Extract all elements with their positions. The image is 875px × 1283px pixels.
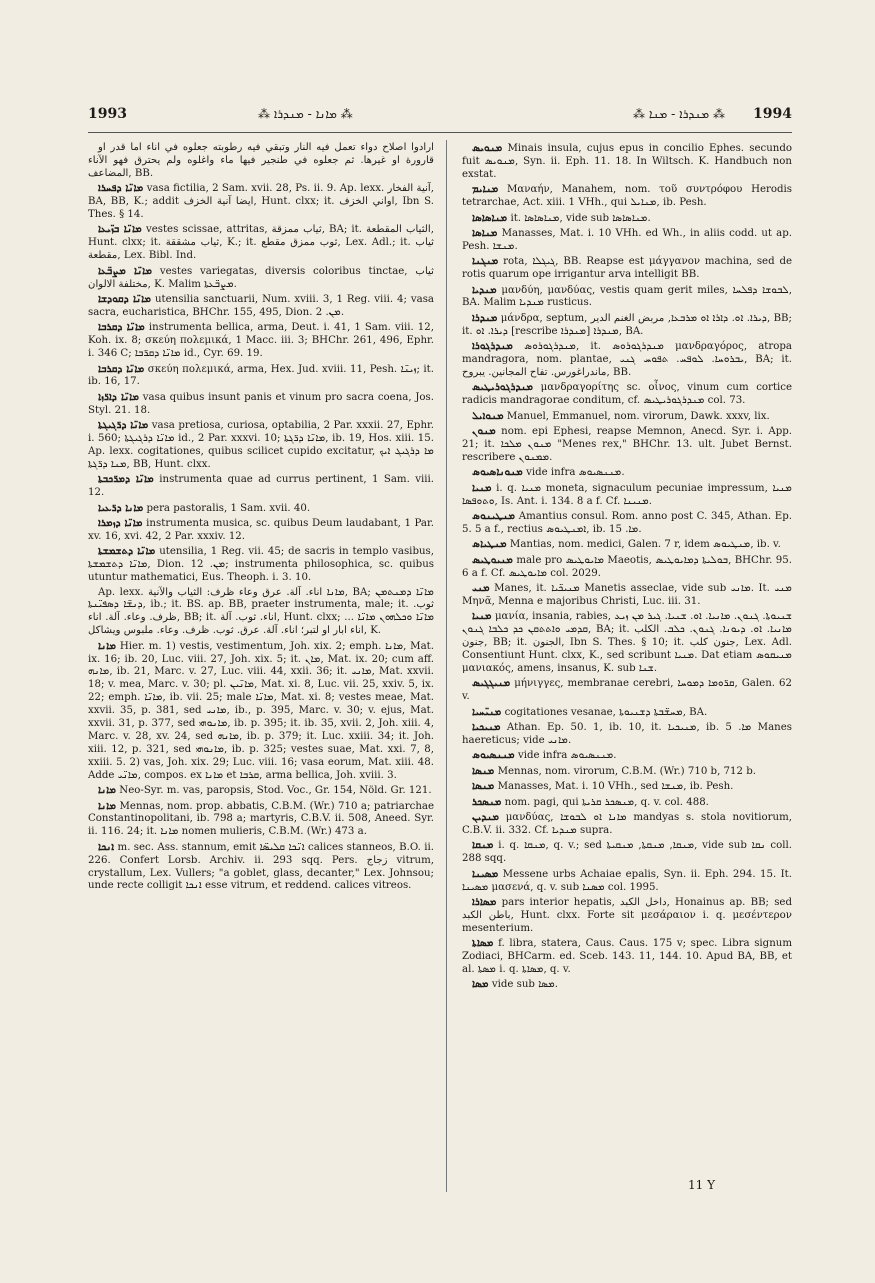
entry-lemma: ܡܐܢ̈ܐ ܒܙ̈ܝܥܐ — [98, 223, 142, 236]
entry-text: Manes, it. ܡܢܝܟ̈ܝܐ Manetis asseclae, vide sub ܡܐܢܝ. It. ܡܢܝ Μηνᾶ, Menna e majoribus Christi, Luc. iii. 31. — [462, 583, 792, 607]
entry-lemma: ܡܢܐܣܐܣܐ — [472, 211, 508, 224]
entry-text: Minais insula, cujus epus in concilio Ephes. secundo fuit ܡܢܘܝܣ, Syn. ii. Eph. 11. 18. In Wiltsch. K. Handbuch non exstat. — [462, 143, 792, 180]
entry-text: Ap. lexx. ܡܐܢܐ اناء. آلة. عرق وعاء ظرف: الثياب والآنية, BA; ܡܐܢ̈ܐ ܕܡܢܬܡܢ ܕܢܫ̈ܐ ܕܣܦܝ̈ܢܬܐ, ib.; it. BS. ap. BB, praeter instrumenta, male; it. ثوب. ظرف. وعاء. آلة. اناء, BB; it. اناء. ثوب. آلة, Hunt. clxx; ܡܐܢ̈ܐ ܘܟܠܗܘܢ ܡܐܢ̈ܐ ... اناء ابار او لتبر؛ اناء. آلة. عرق. ثوب. ظرف. وعاء. ملبوس ويشاكل, K. — [88, 586, 434, 637]
left-column — [88, 142, 434, 1172]
entry-lemma: ܡܢܣܟܪ — [472, 795, 502, 808]
entry-text: cogitationes vesanae, ܡܚܫ̈ܒܬܐ ܕܫܢܝܘܬܐ, BA. — [504, 706, 708, 718]
entry-lemma: ܡܢܕܪܓܘܪܐ — [472, 340, 513, 353]
dictionary-entry — [88, 182, 434, 222]
dictionary-entry — [88, 293, 434, 320]
dictionary-entry — [462, 721, 792, 748]
entry-lemma: ܡܐܢ̈ܐ ܕܦܚܪܐ — [98, 182, 144, 195]
entry-text: Neo-Syr. m. vas, paropsis, Stod. Voc., Gr. 154, Nöld. Gr. 121. — [119, 785, 432, 797]
entry-text: vide infra ܡܢܢܣܝܘܣ. — [517, 750, 617, 762]
entry-text: Hier. m. 1) vestis, vestimentum, Joh. xix. 2; emph. ܡܐܢܐ, Mat. ix. 16; ib. 20, Luc. viii. 27, Joh. xix. 5; it. ܡܐܢ, Mat. ix. 20; cum aff. ܡܐܢܗ, ib. 21, Marc. v. 27, Luc. viii. 44, xxii. 36; it. ܡܐܢܝ, Mat. xxvii. 18; v. mea, Marc. v. 30; pl. ܡܐܢ̈ܝܢ, Mat. xi. 8, Luc. vii. 25, xxiv. 5, ix. 22; emph. ܡܐܢ̈ܐ, ib. vii. 25; male ܡܐܢ̈ܐ, Mat. xi. 8; vestes meae, Mat. xxvii. 35, p. 381, sed ܡܐܢܝ, ib., p. 395, Marc. v. 30; v. ejus, Mat. xxvii. 31, p. 377, sed ܡܐܢܘܗܝ, ib. p. 395; it. ib. 35, xvii. 2, Joh. xiii. 4, Marc. v. 28, xv. 24, sed ܡܐܢܗ, ib. p. 379; it. Luc. xxiii. 34; it. Joh. xiii. 12, p. 321, sed ܡܐܢܘܗܝ, ib. p. 325; vestes suae, Mat. xxi. 7, 8, xxiii. 5. 2) vas, Joh. xix. 29; Luc. viii. 16; vasa eorum, Mat. xiii. 48. Adde ܡܐܢ̈ܝ, compos. ex ܡܐܢܐ et ܩܪܒܐ, arma bellica, Joh. xviii. 3. — [88, 640, 434, 781]
dictionary-entry — [462, 582, 792, 609]
dictionary-entry — [462, 610, 792, 676]
dictionary-entry — [462, 312, 792, 339]
entry-text: male pro ܡܐܝܘܛܝܣ Maeotis, ܒܘܠܝܬܐ ܕܡܐܝܘܛܝܣ, BHChr. 95. 6 a f. Cf. ܡܐܝܘܛܝܣ col. 2029. — [462, 554, 792, 579]
entry-lemma: ܡܢܛܝܢܘܣ — [472, 510, 516, 523]
entry-lemma: ܡܣܝܢܐ — [472, 867, 499, 880]
dictionary-entry — [462, 183, 792, 210]
entry-text: vasa quibus insunt panis et vinum pro sacra coena, Jos. Styl. 21. 18. — [88, 391, 434, 416]
entry-lemma: ܡܐܢܐ — [98, 639, 117, 652]
entry-text: μάνδρα, septum, ܕܝܪܐ. ܐܘ. ܕܐܪܐ ܐܘ ܡܪܒܥܐ, مربض الغنم الدير, BB; it. ܕܝܪܐ. ܐܘ [rescribe ܡܢܕܪܐ] ܡܢܕܪܐ, BA. — [462, 312, 792, 337]
entry-lemma: ܡܐܢ̈ܐ ܕܩܪܒܐ — [98, 321, 145, 334]
dictionary-entry — [462, 410, 792, 424]
entry-lemma: ܡܢܝܘܛܝܣ — [472, 553, 513, 566]
entry-text: Manasses, Mat. i. 10 VHh. ed Wh., in aliis codd. ut ap. Pesh. ܡܢܫܐ. — [462, 227, 792, 252]
dictionary-entry — [88, 391, 434, 418]
dictionary-entry — [88, 784, 434, 798]
entry-lemma: ܡܢܣܐ — [472, 764, 495, 777]
dictionary-entry — [462, 896, 792, 936]
dictionary-entry — [462, 978, 792, 992]
entry-text: it. ܡܢܐܣܐܣܐ, vide sub ܡܢܐܣܐܣܐ. — [510, 212, 651, 224]
dictionary-entry — [462, 227, 792, 254]
entry-text: pera pastoralis, 1 Sam. xvii. 40. — [146, 502, 311, 514]
entry-text: m. sec. Ass. stannum, emit ܐܢ̈ܟܐ ܩܠܝܣ̈ܐ calices stanneos, B.O. ii. 226. Confert Lorsb. Archiv. ii. 293 sqq. Pers. زجاج vitrum, crystallum, Lex. Vullers; "a goblet, glass, decanter," Lex. Johnsou; unde recte colligit ܐܢܟܐ esse vitrum, et reddend. calices vitreos. — [88, 841, 434, 892]
page-header — [88, 104, 792, 128]
entry-lemma: ܡܐܢ̈ܐ ܕܪ̈ܓܝܓܬܐ — [98, 419, 149, 432]
dictionary-entry — [462, 482, 792, 509]
entry-text: μήνιγγες, membranae cerebri, ܩܪ̈ܘܡܐ ܕܡܘܚܐ, Galen. 62 v. — [462, 678, 792, 703]
page-number-left: 1993 — [88, 106, 127, 122]
entry-text: instrumenta quae ad currus pertinent, 1 Sam. viii. 12. — [88, 474, 434, 499]
entry-text: ܡܢܕܪܓܘܪܘܣ, it. ܡܢܕܪܓܘܪܘܣ μανδραγόρος, atropa mandragora, nom. plantae, ܝܒܪܘܚܐ. ܠܘܦܚ. ܬܦܘܚ ܓܢܝ, BA; it. ماندراغورس. تفاح المجانين. يبروح, BB. — [462, 341, 792, 378]
entry-lemma: ܡܢܩܐ — [472, 839, 494, 852]
entry-lemma: ܡܢܝ — [472, 582, 490, 595]
entry-text: Mantias, nom. medici, Galen. 7 r, idem ܡܢܛܝܘܣ, ib. v. — [509, 539, 781, 551]
entry-text: μανία, insania, rabies, ܫܢܝܘܬܐ. ܓܢܘܢ. ܡܐܢܝܐ. ܐܘ. ܫܢܝܐ. ܓܝܪ ܡܢ ܙܝܥ ܩܕܡܝ ܘܐܬܬܩܢ ܟܕ ܟܠܒܐ ܓܢܘܢ, BA; it. ܡܐܢܝܐ. ܐܘ. ܕܝܘܢܐ. ܓܢܘܢ. ܟܠܒ. الكلب جنون, BB; it. الجنون, Ibn S. Thes. § 10; it. جنون كلب, Lex. Adl. Consentiunt Hunt. clxx, K., sed scribunt ܡܢܝܐ. Dat etiam ܡܢܝܩܘܣ μανιακός, amens, insanus, K. sub ܫܢܐ. — [462, 611, 792, 675]
entry-lemma: ܡܐܢ̈ܐ ܕܬܫܡܫܬܐ — [98, 545, 156, 558]
dictionary-entry — [462, 796, 792, 810]
dictionary-entry — [88, 419, 434, 472]
entry-lemma: ܡܢܝ̈ܚܝܐ — [472, 705, 502, 718]
dictionary-entry — [88, 265, 434, 292]
entry-lemma: ܡܢܐܝܡ — [472, 183, 499, 196]
dictionary-entry — [88, 363, 434, 390]
dictionary-entry — [462, 868, 792, 895]
entry-lemma: ܡܢܓܢܐ — [472, 255, 499, 268]
entry-lemma: ܡܢܝܟܝܐ — [472, 721, 501, 734]
running-head-right: ⁂ ܡܢܕܪܐ - ܡܢܐ ⁂ — [633, 107, 725, 121]
entry-text: vide sub ܡܣܐ. — [491, 979, 559, 991]
entry-lemma: ܡܢܕܪܓܘܪܝܛܝܣ — [472, 381, 534, 394]
dictionary-entry — [88, 640, 434, 783]
entry-lemma: ܡܢܕܪܐ — [472, 311, 498, 324]
dictionary-entry — [88, 841, 434, 894]
entry-text: vasa fictilia, 2 Sam. xvii. 28, Ps. ii. 9. Ap. lexx. آنية الفخار, BA, BB, K.; addit ايضا آنية الخزف, Hunt. clxx; it. اواني الخزف, Ibn S. Thes. § 14. — [88, 183, 434, 221]
entry-text: Μαναήν, Manahem, nom. τοῦ συντρόφου Herodis tetrarchae, Act. xiii. 1 VHh., qui ܡܢܐܝܠ, ib. Pesh. — [462, 184, 792, 209]
entry-text: ارادوا اصلاح دواء تعمل فيه النار وتبقي فيه رطوبته جعلوه في اناء اما قدر او قارورة او غيرها. ثم جعلوه في طنجير فيها ماء واغلوه ولم يحترق فهو الآناء المضاعف, BB. — [88, 142, 434, 179]
dictionary-entry — [462, 340, 792, 380]
dictionary-entry — [88, 473, 434, 500]
entry-lemma: ܡܣܐܬܐ — [472, 937, 494, 950]
entry-lemma: ܡܢܘܐܝܠ — [472, 409, 504, 422]
column-divider — [446, 140, 447, 1192]
entry-text: instrumenta musica, sc. quibus Deum laudabant, 1 Par. xv. 16, xvi. 42, 2 Par. xxxiv. 12. — [88, 517, 434, 542]
header-rule — [88, 132, 792, 133]
page-number-right: 1994 — [753, 106, 792, 122]
dictionary-entry — [462, 706, 792, 720]
entry-lemma: ܡܢܝܐ — [472, 481, 492, 494]
entry-text: f. libra, statera, Caus. Caus. 175 v; spec. Libra signum Zodiaci, BHCarm. ed. Sceb. 143. 11, 144. 10. Apud BA, BB, et al. ܡܣܬܐ i. q. ܡܣܐܬܐ, q. v. — [462, 938, 792, 976]
dictionary-entry — [462, 142, 792, 182]
dictionary-entry — [88, 223, 434, 263]
entry-lemma: ܡܐܢ̈ܐ ܕܩܘܕܫܐ — [98, 292, 152, 305]
dictionary-entry — [88, 587, 434, 639]
entry-text: pars interior hepatis, داخل الكبد, Honainus ap. BB; sed باطن الكبد, Hunt. clxx. Forte sit μεσάραιον i. q. μεσέντερον mesenterium. — [462, 897, 792, 934]
entry-text: μανδύη, μανδύας, vestis quam gerit miles, ܠܒܘܫܐ ܕܦܠܚܐ, BA. Malim ܡܢܕܝܐ rusticus. — [462, 284, 792, 309]
entry-lemma: ܡܢܝܐ — [472, 610, 492, 623]
dictionary-entry — [88, 502, 434, 516]
dictionary-entry — [462, 937, 792, 977]
entry-text: σκεύη πολεμικά, arma, Hex. Jud. xviii. 11, Pesh. ܙܝܢ̈ܐ; it. ib. 16, 17. — [88, 363, 434, 388]
entry-text: vestes scissae, attritas, ثياب ممزقة, BA; it. الثياب المقطعة, Hunt. clxx; it. ثياب مشققة, K.; it. ثوب ممزق مقطع, Lex. Adl.; it. ثياب مقطعة, Lex. Bibl. Ind. — [88, 224, 434, 262]
entry-lemma: ܡܐܢܐ — [98, 799, 117, 812]
entry-text: nom. epi Ephesi, reapse Memnon, Anecd. Syr. i. App. 21; it. ܡܢܘܢ ܡܠܟܐ "Menes rex," BHChr. 13. ult. Jubet Bernst. rescribere ܡܡܢܘܢ. — [462, 426, 792, 463]
entry-text: Athan. Ep. 50. 1, ib. 10, it. ܡܢܝܟܝܐ, ib. ܡܐ. 5 Manes haereticus; vide ܡܐܢܝ. — [462, 722, 792, 747]
entry-text: Mennas, nom. prop. abbatis, C.B.M. (Wr.) 710 a; patriarchae Constantinopolitani, ib. 798 a; martyris, C.B.V. ii. 508, Aneed. Syr. ii. 116. 24; it. ܡܐܢܐ nomen mulieris, C.B.M. (Wr.) 473 a. — [88, 800, 434, 838]
entry-text: i. q. ܡܢܝܐ moneta, signaculum pecuniae impressum, ܡܢܝܐ ܘܬܘܦܣܐ, Is. Ant. i. 134. 8 a f. Cf. ܡܢܝܢܐ. — [462, 482, 792, 507]
entry-lemma: ܡܣܐܪܐ — [472, 896, 497, 909]
entry-text: Manuel, Emmanuel, nom. virorum, Dawk. xxxv, lix. — [506, 410, 770, 422]
entry-lemma: ܡܢܐܣܐ — [472, 226, 498, 239]
dictionary-entry — [462, 780, 792, 794]
entry-lemma: ܡܐܢ̈ܐ ܡܨܒ̈ܥܐ — [98, 264, 153, 277]
entry-lemma: ܐܢܟܐ — [98, 840, 115, 853]
dictionary-entry — [462, 677, 792, 704]
entry-text: i. q. ܡܢܩܐ, q. v.; sed ܡܢܩܐ, ܡܢܩܬܐ, ܡܢܩܝܬܐ, vide sub ܢܩܐ coll. 288 sqq. — [462, 840, 792, 865]
entry-text: Manasses, Mat. i. 10 VHh., sed ܡܢܫܐ, ib. Pesh. — [497, 781, 734, 793]
entry-lemma: ܡܐܢܐ ܕܪ̈ܥܝܐ — [98, 501, 144, 514]
dictionary-entry — [462, 284, 792, 311]
dictionary-entry — [462, 425, 792, 465]
dictionary-entry — [462, 212, 792, 226]
dictionary-entry — [462, 255, 792, 282]
entry-lemma: ܡܢܕܝܢ — [472, 811, 500, 824]
dictionary-entry — [462, 381, 792, 408]
entry-text: vestes variegatas, diversis coloribus tinctae, ثياب مختلفة الالوان, K. Malim ܡܨܒ̈ܥܬܐ. — [88, 265, 434, 290]
entry-text: μανδύας, ܡܐܢܐ ܐܘ ܠܒܘܫܐ mandyas s. stola novitiorum, C.B.V. ii. 332. Cf. ܡܢܕܝܐ supra. — [462, 812, 792, 836]
entry-text: instrumenta bellica, arma, Deut. i. 41, 1 Sam. viii. 12, Koh. ix. 8; σκεύη πολεμικά, 1 Macc. iii. 3; BHChr. 261, 496, Ephr. i. 346 C; ܡܐܢ̈ܐ ܕܩܪ̈ܒܐ id., Cyr. 69. 19. — [88, 322, 434, 360]
dictionary-entry — [88, 545, 434, 585]
entry-text: rota, ܓܝܓܠܐ, BB. Reapse est μάγγανον machina, sed de rotis quarum ope irrigantur arva intelligit BB. — [462, 256, 792, 281]
entry-lemma: ܡܢܘܢܐܣܝܘܣ — [472, 466, 523, 479]
dictionary-entry — [88, 321, 434, 361]
entry-text: Amantius consul. Rom. anno post C. 345, Athan. Ep. 5. 5 a f., rectius ܐܡܢܛܝܘܣ, ib. ܡܐ. 15. — [462, 511, 792, 535]
entry-lemma: ܡܣܐ — [472, 978, 489, 991]
running-head-left: ⁂ ܡܐܢܐ - ܡܢܕܪܐ ⁂ — [258, 107, 353, 121]
entry-lemma: ܡܢܝܓܓܝܣ — [472, 677, 511, 690]
dictionary-entry — [88, 142, 434, 181]
dictionary-entry — [88, 517, 434, 544]
signature-mark: 11 Y — [688, 1178, 716, 1192]
entry-lemma: ܡܐܢ̈ܐ ܕܡܪ̈ܟܒܬܐ — [98, 473, 154, 486]
entry-text: μανδραγορίτης sc. οἶνος, vinum cum cortice radicis mandragorae conditum, cf. ܡܢܕܪܓܘܪܝܛܝܣ col. 73. — [462, 382, 792, 407]
dictionary-entry — [462, 466, 792, 480]
entry-text: nom. pagi, qui ܡܢܣܟܪ ܩܪܝܬܐ, q. v. col. 488. — [504, 796, 709, 808]
entry-lemma: ܡܐܢ̈ܐ ܕܙܡܪܐ — [98, 516, 143, 529]
entry-text: vasa pretiosa, curiosa, optabilia, 2 Par. xxxii. 27, Ephr. i. 560; ܡܐܢ̈ܐ ܕܪܓܝܓܬܐ id., 2 Par. xxxvi. 10; ܡܐܢ̈ܐ ܕܪ̈ܓܬܐ, ib. 19, Hos. xiii. 15. Ap. lexx. cogitationes, quibus scilicet cupido excitatur, ܡܐ ܕܪܓܝܓ ܐܝܟ ܡܢܐ ܕܪ̈ܓܬܐ, BB, Hunt. clxx. — [88, 420, 434, 470]
entry-text: utensilia, 1 Reg. vii. 45; de sacris in templo vasibus, ܡܐܢ̈ܐ ܕܬܫܡܫܬܐ, Dion. ܡܢ. 12; instrumenta philosophica, sc. quibus utuntur mathematici, Eus. Theoph. i. 3. 10. — [88, 546, 434, 584]
entry-lemma: ܡܢܛܝܐܣ — [472, 538, 507, 551]
entry-lemma: ܡܐܢܐ — [98, 784, 117, 797]
dictionary-entry — [462, 839, 792, 866]
dictionary-entry — [462, 765, 792, 779]
entry-lemma: ܡܢܕܝܐ — [472, 283, 497, 296]
dictionary-entry — [462, 554, 792, 581]
dictionary-entry — [462, 811, 792, 838]
entry-lemma: ܡܐܢ̈ܐ ܕܩܪܒܐ — [98, 362, 145, 375]
entry-text: vide infra ܡܢܢܣܝܘܣ. — [526, 467, 625, 479]
entry-text: Messene urbs Achaiae epalis, Syn. ii. Eph. 294. 15. It. ܡܣܝܢܐ μασενά, q. v. sub ܡܣܢܐ col. 1995. — [462, 868, 792, 893]
dictionary-entry — [462, 749, 792, 763]
entry-lemma: ܡܢܘܢ — [472, 425, 496, 438]
entry-text: Mennas, nom. virorum, C.B.M. (Wr.) 710 b, 712 b. — [497, 765, 756, 777]
dictionary-entry — [462, 510, 792, 537]
entry-lemma: ܡܢܣܐ — [472, 780, 495, 793]
entry-lemma: ܡܢܘܝܣ — [472, 142, 503, 154]
dictionary-entry — [462, 538, 792, 552]
dictionary-entry — [88, 800, 434, 840]
entry-text: utensilia sanctuarii, Num. xviii. 3, 1 Reg. viii. 4; vasa sacra, eucharistica, BHChr. 155, 495, Dion. ܡܢ. 2. — [88, 293, 434, 318]
right-column — [462, 142, 792, 1172]
entry-lemma: ܡܢܢܣܝܘܣ — [472, 749, 515, 762]
entry-lemma: ܡܐܢ̈ܐ ܕܐܪ̈ܙܐ — [98, 390, 140, 403]
